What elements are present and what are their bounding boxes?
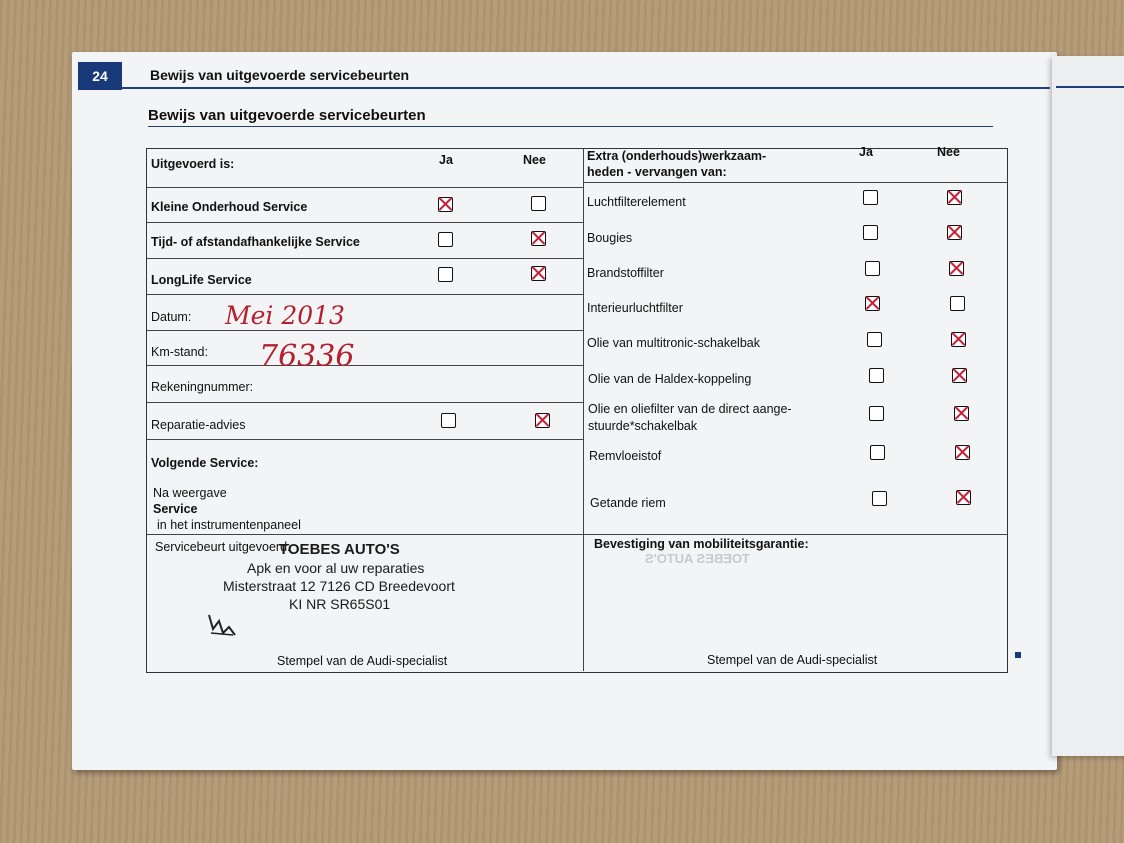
rule [147, 365, 583, 366]
bleed-through-stamp: TOEBES AUTO'S [645, 551, 750, 566]
checkbox-ja-checked[interactable] [865, 296, 880, 311]
stempel-right: Stempel van de Audi-specialist [707, 653, 878, 667]
row-label: Remvloeistof [589, 449, 662, 463]
row-label: Bougies [587, 231, 633, 245]
row-label: Kleine Onderhoud Service [151, 200, 308, 214]
reparatie-label: Reparatie-advies [151, 418, 246, 432]
na-weergave: Na weergave [153, 486, 227, 500]
mobiliteit-label: Bevestiging van mobiliteitsgarantie: [594, 537, 809, 551]
checkbox-nee[interactable] [531, 196, 546, 211]
rule [147, 294, 583, 295]
rule [147, 330, 583, 331]
stamp-line4: KI NR SR65S01 [289, 596, 391, 612]
section-rule [148, 126, 993, 127]
checkbox-nee-checked[interactable] [535, 413, 550, 428]
row-label: Getande riem [590, 496, 666, 510]
km-handwritten: 76336 [259, 339, 355, 374]
row-label: Olie en oliefilter van de direct aange- [588, 402, 792, 416]
stempel-left: Stempel van de Audi-specialist [277, 654, 448, 668]
signature-scribble [205, 609, 239, 639]
volgende-label: Volgende Service: [151, 456, 259, 470]
ja-header-right: Ja [859, 145, 873, 159]
ja-header-left: Ja [439, 153, 453, 167]
extra-header-1: Extra (onderhouds)werkzaam- [587, 149, 767, 163]
checkbox-ja[interactable] [863, 190, 878, 205]
section-title: Bewijs van uitgevoerde servicebeurten [148, 107, 426, 124]
row-label: Tijd- of afstandafhankelijke Service [151, 235, 360, 249]
row-label: Olie van multitronic-schakelbak [587, 336, 760, 350]
rule [583, 182, 1007, 183]
checkbox-nee-checked[interactable] [954, 406, 969, 421]
checkbox-ja[interactable] [438, 267, 453, 282]
stamp-line2: Apk en voor al uw reparaties [247, 560, 425, 576]
checkbox-nee-checked[interactable] [531, 231, 546, 246]
row-label: Olie van de Haldex-koppeling [588, 372, 752, 386]
page-marker [1015, 652, 1021, 658]
checkbox-ja[interactable] [438, 232, 453, 247]
checkbox-ja[interactable] [870, 445, 885, 460]
checkbox-nee-checked[interactable] [955, 445, 970, 460]
rule [147, 402, 583, 403]
row-label: Luchtfilterelement [587, 195, 686, 209]
row-label: Brandstoffilter [587, 266, 664, 280]
header-title: Bewijs van uitgevoerde servicebeurten [150, 67, 410, 83]
rule [147, 439, 583, 440]
checkbox-nee-checked[interactable] [952, 368, 967, 383]
page-number: 24 [78, 62, 122, 90]
stamp-line3: Misterstraat 12 7126 CD Breedevoort [223, 578, 455, 594]
checkbox-ja[interactable] [867, 332, 882, 347]
rule [147, 258, 583, 259]
checkbox-nee-checked[interactable] [956, 490, 971, 505]
checkbox-nee-checked[interactable] [947, 225, 962, 240]
uitgevoerd-header: Uitgevoerd is: [151, 157, 235, 171]
checkbox-nee-checked[interactable] [949, 261, 964, 276]
checkbox-nee-checked[interactable] [531, 266, 546, 281]
next-page-rule [1056, 86, 1124, 88]
service-word: Service [153, 502, 198, 516]
km-label: Km-stand: [151, 345, 208, 359]
rule [147, 534, 1007, 535]
header-rule [122, 87, 1050, 89]
checkbox-nee-checked[interactable] [947, 190, 962, 205]
nee-header-left: Nee [523, 153, 546, 167]
service-form [146, 145, 1008, 673]
checkbox-ja-checked[interactable] [438, 197, 453, 212]
checkbox-ja[interactable] [865, 261, 880, 276]
rekening-label: Rekeningnummer: [151, 380, 254, 394]
checkbox-ja[interactable] [869, 406, 884, 421]
row-label-2: stuurde*schakelbak [588, 419, 698, 433]
row-label: LongLife Service [151, 273, 252, 287]
datum-handwritten: Mei 2013 [225, 301, 345, 330]
datum-label: Datum: [151, 310, 192, 324]
instrumentenpaneel: in het instrumentenpaneel [157, 518, 301, 532]
checkbox-nee-checked[interactable] [951, 332, 966, 347]
checkbox-ja[interactable] [863, 225, 878, 240]
checkbox-ja[interactable] [441, 413, 456, 428]
rule [147, 187, 583, 188]
checkbox-nee[interactable] [950, 296, 965, 311]
checkbox-ja[interactable] [872, 491, 887, 506]
center-divider [583, 149, 584, 671]
uitgevoerd-label: Servicebeurt uitgevoerd: [155, 540, 291, 554]
rule [147, 222, 583, 223]
stamp-line1: TOEBES AUTO'S [279, 541, 400, 558]
next-page-edge [1052, 56, 1124, 756]
extra-header-2: heden - vervangen van: [587, 165, 727, 179]
checkbox-ja[interactable] [869, 368, 884, 383]
nee-header-right: Nee [937, 145, 960, 159]
row-label: Interieurluchtfilter [587, 301, 683, 315]
